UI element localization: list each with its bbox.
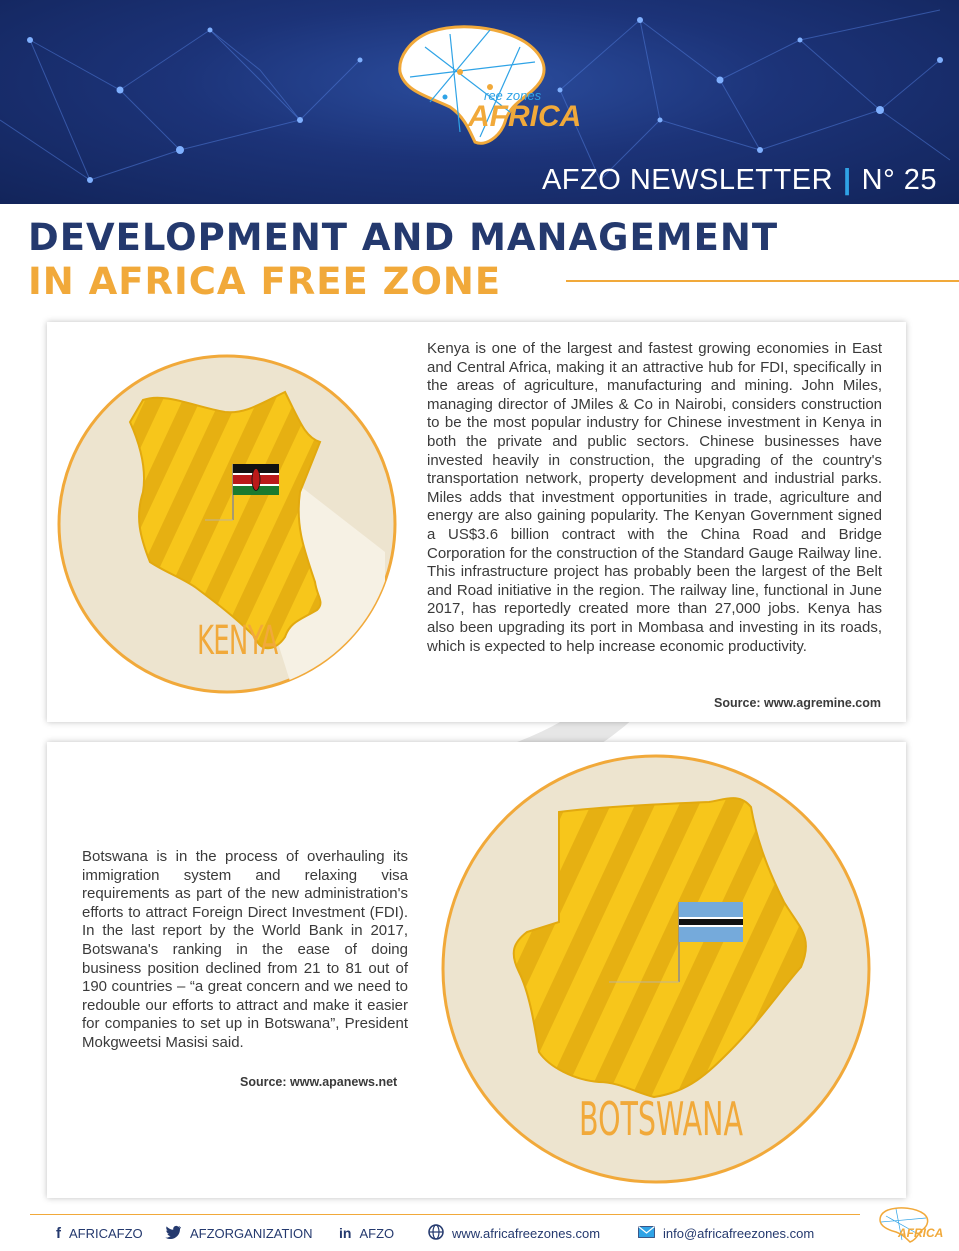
linkedin-icon: in (339, 1225, 352, 1241)
kenya-article-text: Kenya is one of the largest and fastest growing economies in East and Central Africa, making it an attractive hub for FDI, specifically in the areas of agriculture, manufacturing and mining. John Miles, managing director of JMiles & Co in Nairobi, considers construction to be the most popular industry for Chinese investment in Kenya in both the private and public sectors. Chinese businesses have invested heavily in construction, the upgrading of the country's transportation network, property development and industrial parks. Miles adds that investment opportunities in trade, agriculture and energy are also gaining popularity. The Kenyan Government signed a US$3.6 billion contract with the China Road and Bridge Corporation for the construction of the Standard Gauge Railway line. This infrastructure project has probably been the largest of the Belt and Road initiative in the region. The railway line, functional in June 2017, has reportedly created more than 27,000 jobs. Kenya has also been upgrading its port in Mombasa and investing in its roads, which is expected to help increase economic productivity. (427, 340, 882, 655)
page-title-line2: IN AFRICA FREE ZONE (28, 260, 502, 303)
facebook-icon: f (56, 1224, 61, 1242)
botswana-article-text: Botswana is in the process of overhauling its immigration system and relaxing visa requirements as part of the new administration's efforts to attract Foreign Direct Investment (FDI). In the last report by the World Bank in 2017, Botswana's ranking in the ease of doing business position declined from 21 to 81 out of 190 countries – “a great concern and we need to redouble our efforts to attract and make it easier for companies to set up in Botswana”, President Mokgweetsi Masisi said. (82, 848, 408, 1051)
twitter-handle: AFZORGANIZATION (190, 1225, 313, 1241)
website-url: www.africafreezones.com (452, 1225, 601, 1241)
footer-email-link[interactable] (638, 1222, 814, 1244)
kenya-card (47, 322, 906, 722)
footer-logo-text: AFRICA (898, 1226, 944, 1240)
footer-divider (30, 1214, 860, 1215)
page-title-line1: DEVELOPMENT AND MANAGEMENT (28, 216, 779, 259)
logo-text-bottom: AFRICA (468, 100, 582, 133)
footer-linkedin-link[interactable] (339, 1222, 394, 1244)
kenya-source: Source: www.agremine.com (714, 696, 881, 710)
issue-number: N° 25 (861, 164, 937, 196)
footer (0, 1222, 959, 1246)
footer-website-link[interactable] (428, 1222, 600, 1244)
botswana-flag-icon (679, 902, 743, 942)
kenya-map-label: KENYA (197, 618, 278, 664)
envelope-icon (638, 1226, 655, 1241)
botswana-card (47, 742, 906, 1198)
footer-logo (876, 1206, 944, 1246)
logo-text-top: ree zones (484, 88, 542, 103)
facebook-handle: AFRICAFZO (69, 1225, 143, 1241)
title-divider (566, 280, 959, 282)
newsletter-heading (542, 164, 937, 197)
afzo-logo (390, 22, 580, 152)
globe-icon (428, 1224, 444, 1243)
newsletter-label: AFZO NEWSLETTER (541, 164, 834, 196)
twitter-icon (164, 1225, 182, 1242)
email-address: info@africafreezones.com (663, 1225, 815, 1241)
linkedin-handle: AFZO (359, 1225, 395, 1241)
divider-bar: | (843, 164, 852, 196)
kenya-flag-icon (233, 464, 279, 495)
botswana-source: Source: www.apanews.net (240, 1075, 398, 1089)
botswana-map-label: BOTSWANA (579, 1092, 744, 1146)
footer-twitter-link[interactable] (164, 1222, 313, 1244)
header-banner (0, 0, 959, 204)
footer-facebook-link[interactable] (56, 1222, 143, 1244)
